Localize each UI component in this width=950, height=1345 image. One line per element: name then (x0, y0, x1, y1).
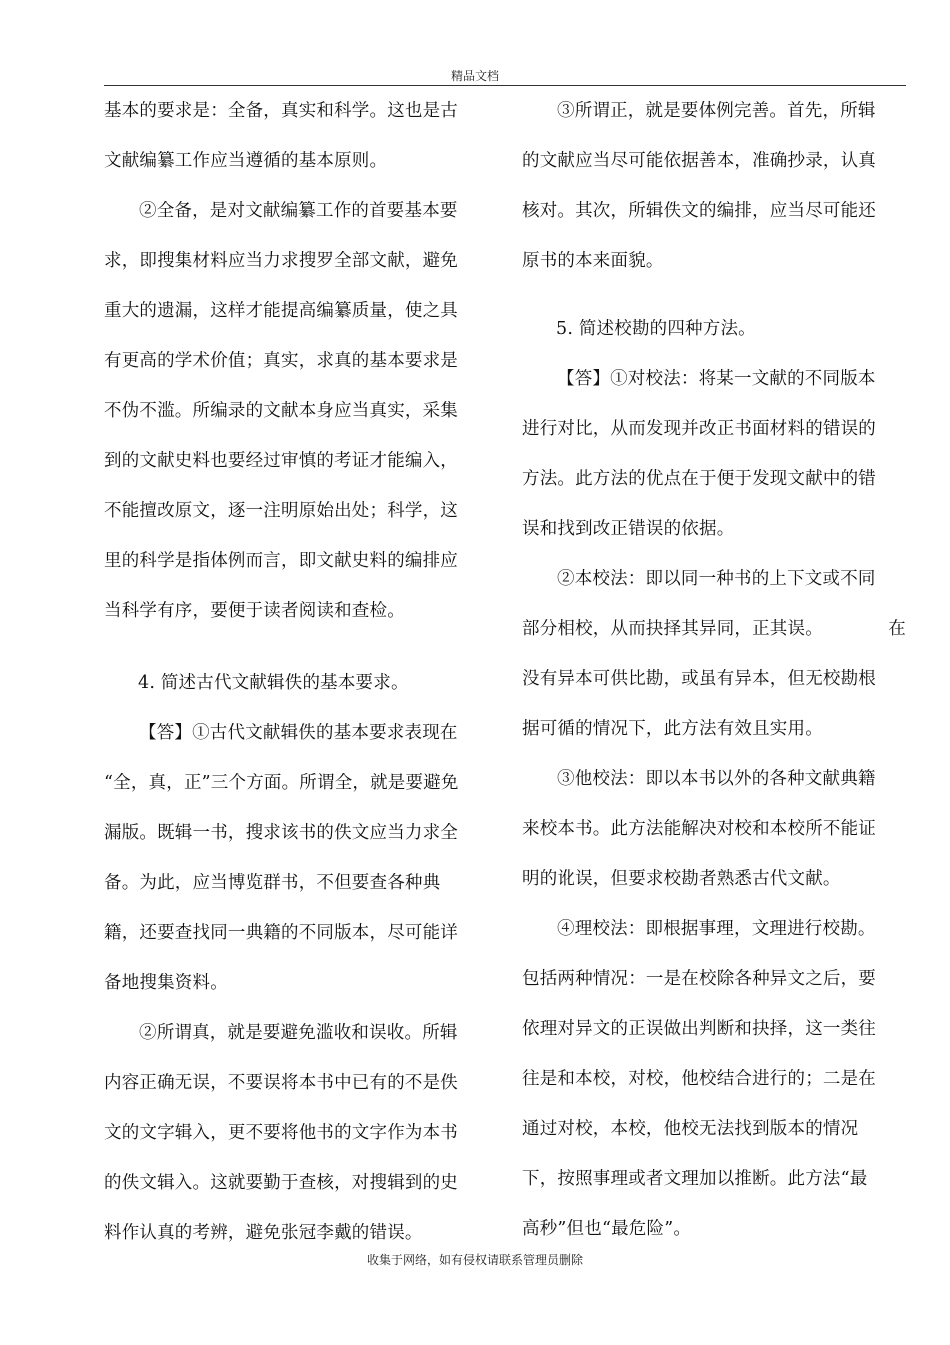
text-line: 文献编纂工作应当遵循的基本原则。 (104, 151, 388, 171)
text-line: 核对。其次，所辑佚文的编排，应当尽可能还 (522, 201, 876, 221)
text-line: 下，按照事理或者文理加以推断。此方法“最 (522, 1169, 868, 1189)
text-line: 备。为此，应当博览群书，不但要查各种典 (104, 873, 441, 893)
paragraph-first-line: ②本校法：即以同一种书的上下文或不同 (557, 569, 876, 589)
text-line: 到的文献史料也要经过审慎的考证才能编入， (104, 451, 458, 471)
text-line: 的文献应当尽可能依据善本，准确抄录，认真 (522, 151, 876, 171)
text-line: 据可循的情况下，此方法有效且实用。 (522, 719, 823, 739)
text-line: 漏版。既辑一书，搜求该书的佚文应当力求全 (104, 823, 458, 843)
text-line: 籍，还要查找同一典籍的不同版本，尽可能详 (104, 923, 458, 943)
text-line: 基本的要求是：全备，真实和科学。这也是古 (104, 101, 458, 121)
left-column (104, 86, 482, 1258)
text-line-tail: 在 (888, 619, 906, 639)
text-line: 包括两种情况：一是在校除各种异文之后，要 (522, 969, 876, 989)
text-line: 依理对异文的正误做出判断和抉择，这一类往 (522, 1019, 876, 1039)
text-line: 有更高的学术价值；真实，求真的基本要求是 (104, 351, 458, 371)
text-line: “全，真，正”三个方面。所谓全，就是要避免 (104, 773, 459, 793)
answer-first-line: 【答】①对校法：将某一文献的不同版本 (557, 369, 876, 389)
text-line: 文的文字辑入，更不要将他书的文字作为本书 (104, 1123, 458, 1143)
text-line: 里的科学是指体例而言，即文献史料的编排应 (104, 551, 458, 571)
page-header: 精品文档 (450, 69, 499, 83)
text-line: 通过对校，本校，他校无法找到版本的情况 (522, 1119, 859, 1139)
paragraph-first-line: ②所谓真，就是要避免滥收和误收。所辑 (139, 1023, 458, 1043)
text-line: 求，即搜集材料应当力求搜罗全部文献，避免 (104, 251, 458, 271)
question-heading: 5. 简述校勘的四种方法。 (556, 319, 756, 339)
text-line: 当科学有序，要便于读者阅读和查检。 (104, 601, 405, 621)
text-line: 没有异本可供比勘，或虽有异本，但无校勘根 (522, 669, 876, 689)
text-line: 方法。此方法的优点在于便于发现文献中的错 (522, 469, 876, 489)
paragraph-first-line: ③他校法：即以本书以外的各种文献典籍 (557, 769, 876, 789)
text-line: 重大的遗漏，这样才能提高编纂质量，使之具 (104, 301, 458, 321)
text-line: 不能擅改原文，逐一注明原始出处；科学，这 (104, 501, 458, 521)
spacer (104, 636, 482, 658)
answer-first-line: 【答】①古代文献辑佚的基本要求表现在 (139, 723, 458, 743)
text-line: 内容正确无误，不要误将本书中已有的不是佚 (104, 1073, 458, 1093)
text-line: 往是和本校，对校，他校结合进行的；二是在 (522, 1069, 876, 1089)
text-line-main: 部分相校，从而抉择其异同，正其误。 (522, 619, 823, 639)
question-heading: 4. 简述古代文献辑佚的基本要求。 (138, 673, 409, 693)
text-line: 的佚文辑入。这就要勤于查核，对搜辑到的史 (104, 1173, 458, 1193)
text-line: 高秒”但也“最危险”。 (522, 1219, 692, 1239)
text-line: 来校本书。此方法能解决对校和本校所不能证 (522, 819, 876, 839)
right-column (522, 86, 906, 1254)
text-line: 明的讹误，但要求校勘者熟悉古代文献。 (522, 869, 841, 889)
paragraph-first-line: ②全备，是对文献编纂工作的首要基本要 (139, 201, 458, 221)
text-line: 误和找到改正错误的依据。 (522, 519, 735, 539)
text-line: 不伪不滥。所编录的文献本身应当真实，采集 (104, 401, 458, 421)
paragraph-first-line: ③所谓正，就是要体例完善。首先，所辑 (557, 101, 876, 121)
text-line: 原书的本来面貌。 (522, 251, 664, 271)
spacer (522, 286, 906, 304)
paragraph-first-line: ④理校法：即根据事理，文理进行校勘。 (557, 919, 876, 939)
text-line: 备地搜集资料。 (104, 973, 228, 993)
text-line-split (522, 604, 906, 654)
text-line: 进行对比，从而发现并改正书面材料的错误的 (522, 419, 876, 439)
page-footer: 收集于网络，如有侵权请联系管理员删除 (366, 1253, 583, 1267)
text-line: 料作认真的考辨，避免张冠李戴的错误。 (104, 1223, 423, 1243)
